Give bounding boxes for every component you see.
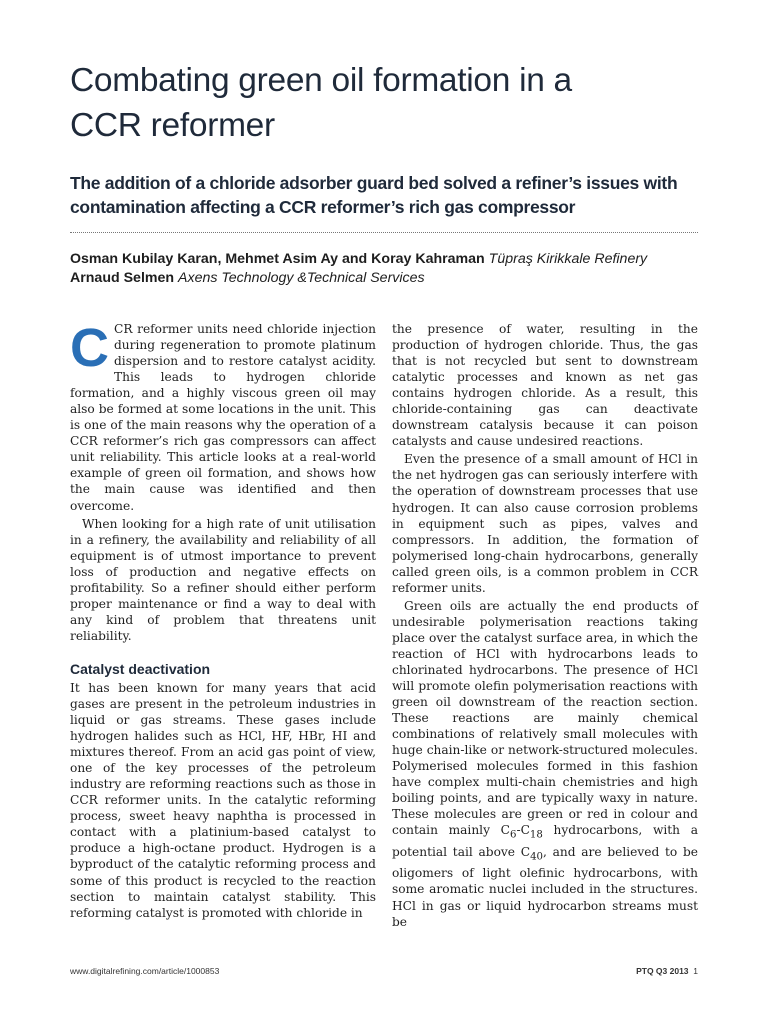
article-title	[70, 58, 710, 148]
title-line-1: Combating green oil formation in a	[70, 62, 572, 99]
body-column-right	[392, 321, 698, 930]
body-paragraph-4: the presence of water, resulting in the production of hydrogen chloride. Thus, the gas that is not recycled but sent to downstream catalytic processes and known as net gas contains hydrogen chloride. As a result, this chloride-containing gas can deactivate downstream catalysis because it can poison catalysts and cause undesired reactions.	[392, 322, 698, 449]
body-paragraph-1	[70, 318, 376, 514]
p6-text-c: hydrocarbons, with a potential tail above C	[392, 823, 698, 859]
p6-subscript-2: 18	[529, 829, 543, 841]
author-names-1: Osman Kubilay Karan, Mehmet Asim Ay and Koray Kahraman	[70, 251, 485, 267]
author-affiliation-2: Axens Technology &Technical Services	[178, 270, 425, 286]
drop-cap: C	[70, 318, 109, 378]
p6-text-b: -C	[516, 823, 530, 838]
body-paragraph-5: Even the presence of a small amount of HCl in the net hydrogen gas can seriously interfere with the operation of downstream processes that use hydrogen. It can also cause corrosion problems in equipment such as pipes, valves and compressors. In addition, the formation of polymerised long-chain hydrocarbons, generally called green oils, is a common problem in CCR reformer units.	[392, 452, 698, 595]
section-heading-catalyst-deactivation: Catalyst deactivation	[70, 660, 211, 677]
footer-issue: PTQ Q3 2013	[636, 966, 689, 976]
author-affiliation-1: Tüpraş Kirikkale Refinery	[488, 251, 648, 267]
body-column-left	[70, 318, 376, 921]
author-names-2: Arnaud Selmen	[70, 270, 175, 286]
standfirst-line-1: The addition of a chloride adsorber guard bed solved a refiner’s issues with	[70, 173, 678, 193]
p6-subscript-3: 40	[530, 851, 544, 863]
p6-subscript-1: 6	[509, 829, 517, 841]
dotted-divider	[70, 232, 698, 233]
body-paragraph-3: It has been known for many years that acid gases are present in the petroleum industries in liquid or gas streams. These gases include hydrogen halides such as HCl, HF, HBr, HI and mixtures thereof. From an acid gas point of view, one of the key processes of the petroleum industry are reforming reactions such as those in CCR reformer units. In the catalytic reforming process, sweet heavy naphtha is processed in contact with a platinium-based catalyst to produce a high-octane product. Hydrogen is a byproduct of the catalytic reforming process and some of this product is recycled to the reaction section to maintain catalyst stability. This reforming catalyst is promoted with chloride in	[70, 680, 376, 920]
article-standfirst	[70, 171, 710, 219]
footer-issue-page	[636, 966, 698, 976]
author-line-1	[70, 250, 710, 269]
title-line-2: CCR reformer	[70, 107, 275, 144]
body-paragraph-1-text: CR reformer units need chloride injection during regeneration to promote platinum dispersion and to restore catalyst acidity. This leads to hydrogen chloride formation, and a highly viscous green oil may also be formed at some locations in the unit. This is one of the main reasons why the operation of a CCR reformer’s rich gas compressors can affect unit reliability. This article looks at a real-world example of green oil formation, and shows how the main cause was identified and then overcome.	[70, 322, 376, 513]
page-number: 1	[693, 966, 698, 976]
footer-url[interactable]: www.digitalrefining.com/article/1000853	[70, 966, 220, 976]
author-block	[70, 250, 710, 288]
author-line-2	[70, 269, 710, 288]
body-paragraph-2: When looking for a high rate of unit utilisation in a refinery, the availability and reliability of all equipment is of utmost importance to prevent loss of production and negative effects on profitability. So a refiner should either perform proper maintenance or find a way to deal with any kind of problem that threatens unit reliability.	[70, 516, 376, 643]
standfirst-line-2: contamination affecting a CCR reformer’s rich gas compressor	[70, 197, 576, 217]
body-paragraph-6	[392, 598, 698, 930]
p6-text-d: , and are believed to be oligomers of light olefinic hydrocarbons, with some aromatic nuclei included in the structures. HCl in gas or liquid hydrocarbon streams must be	[392, 844, 698, 929]
p6-text-a: Green oils are actually the end products of undesirable polymerisation reactions taking place over the catalyst surface area, in which the reaction of HCl with hydrocarbons leads to chlorinated hydrocarbons. The presence of HCl will promote olefin polymerisation reactions with green oil downstream of the reaction section. These reactions are mainly chemical combinations of relatively small molecules with huge chain-like or network-structured molecules. Polymerised molecules formed in this fashion have complex multi-chain chemistries and high boiling points, and are typically waxy in nature. These molecules are green or red in colour and contain mainly C	[392, 598, 698, 838]
